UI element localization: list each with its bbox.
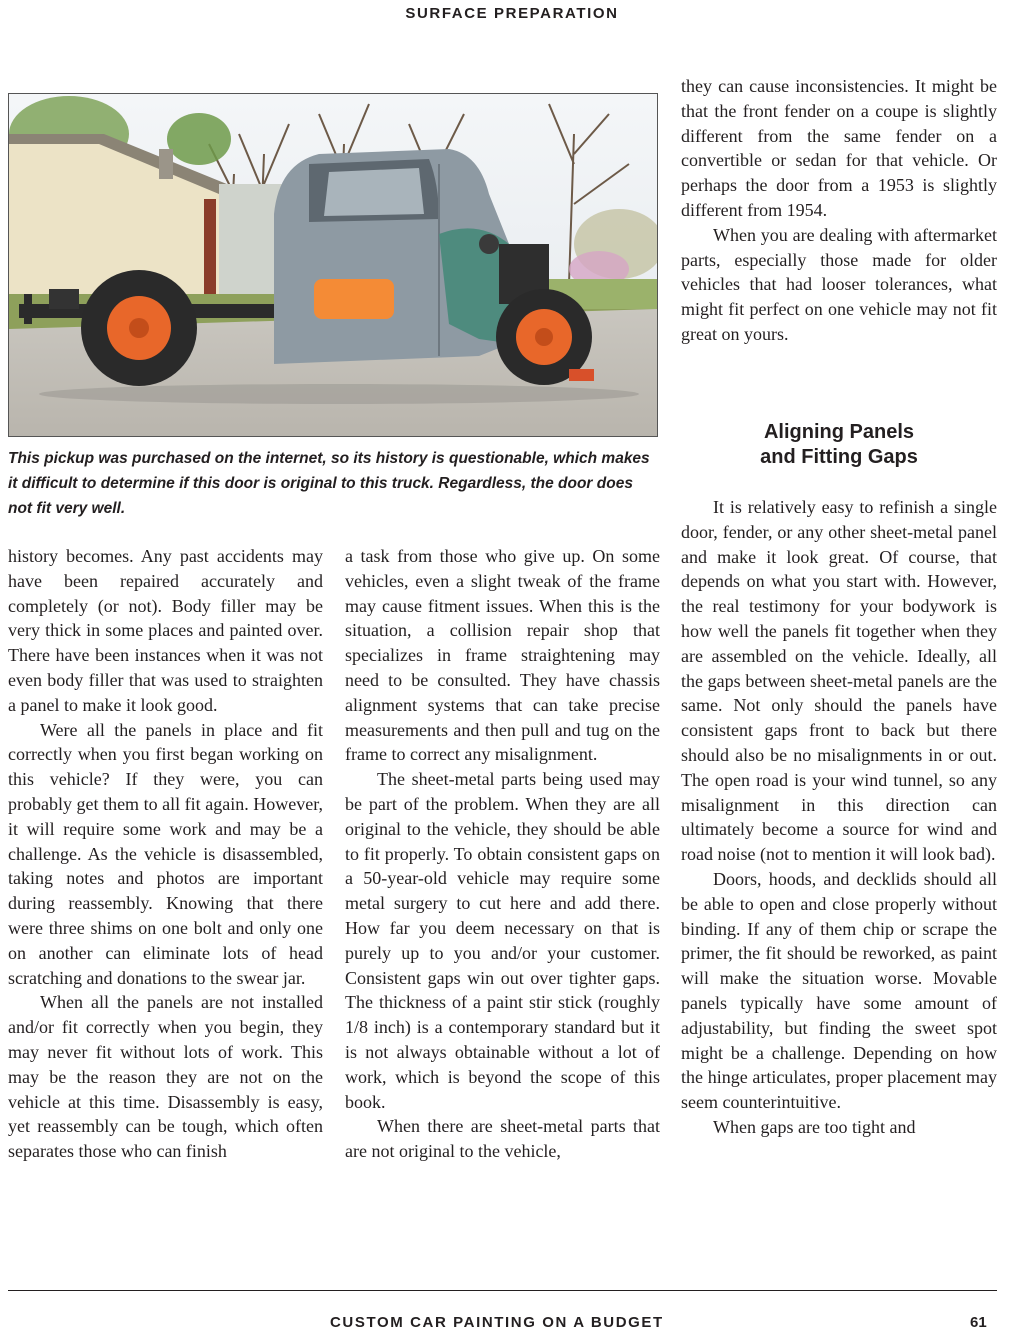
- truck-photo: [8, 93, 658, 437]
- col3-paragraph-1: they can cause inconsistencies. It might be that the front fender on a coupe is slightly different from the same fender on a convertible or sedan for that vehicle. Or perhaps the door from a 1953 is slightly different from 1954.: [681, 76, 997, 220]
- footer-rule: [8, 1290, 997, 1291]
- column-3-bottom: [681, 495, 997, 1140]
- photo-caption: [8, 446, 660, 521]
- col3-paragraph-3: It is relatively easy to refinish a single door, fender, or any other sheet-metal panel and make it look great. Of course, that depends on what you start with. However, the real testimony for your bodywork is how well the panels fit together when they are assembled on the vehicle. Ideally, all the gaps between sheet-metal panels are the same. Not only should the panels have consistent gaps front to back but there should also be no misalignments in or out. The open road is your wind tunnel, so any misalignment in this direction can ultimately become a source for wind and road noise (not to mention it will look bad).: [681, 497, 997, 865]
- section-heading: [681, 420, 997, 470]
- col2-paragraph-3: When there are sheet-metal parts that are not original to the vehicle,: [345, 1116, 660, 1162]
- col2-paragraph-1: a task from those who give up. On some vehicles, even a slight tweak of the frame may cause fitment issues. When this is the situation, a collision repair shop that specializes in frame straightening may need to be consulted. They have chassis alignment systems that can take precise measurements and then pull and tug on the frame to correct any misalignment.: [345, 546, 660, 765]
- col2-paragraph-2: The sheet-metal parts being used may be part of the problem. When they are all original to the vehicle, they should be able to fit properly. To obtain consistent gaps on a 50-year-old vehicle may require some metal surgery to cut here and add there. How far you deem necessary on that is purely up to you and/or your customer. Consistent gaps win out over tighter gaps. The thickness of a paint stir stick (roughly 1/8 inch) is a contemporary standard but it is not always obtainable without a lot of work, which is beyond the scope of this book.: [345, 769, 660, 1112]
- caption-text: This pickup was purchased on the internet, so its history is questionable, which makes it difficult to determine if this door is original to this truck. Regardless, the door does not fit very well.: [8, 450, 650, 517]
- col3-paragraph-2: When you are dealing with aftermarket parts, especially those made for older vehicles that had looser tolerances, what might fit perfect on one vehicle may not fit great on yours.: [681, 224, 997, 344]
- col1-paragraph-1: history becomes. Any past accidents may have been repaired accurately and completely (or not). Body filler may be very thick in some places and painted over. There have been instances when it was not even body filler that was used to straighten a panel to make it look good.: [8, 546, 323, 715]
- col3-paragraph-5: When gaps are too tight and: [713, 1116, 916, 1137]
- column-2: [345, 544, 660, 1164]
- column-3-top: [681, 74, 997, 347]
- running-header: SURFACE PREPARATION: [405, 5, 619, 22]
- footer-book-title: CUSTOM CAR PAINTING ON A BUDGET: [330, 1314, 664, 1331]
- col1-paragraph-3: When all the panels are not installed and/or fit correctly when you begin, they may never fit without lots of work. This may be the reason they are not on the vehicle at this time. Disassembly is easy, yet reassembly can be tough, which often separates those who can finish: [8, 992, 323, 1162]
- col3-paragraph-4: Doors, hoods, and decklids should all be able to open and close properly without binding. If any of them chip or scrape the primer, the fit should be reworked, as paint will make the situation worse. Movable panels typically have some amount of adjustability, but finding the sweet spot might be a challenge. Depending on how the hinge articulates, proper placement may seem counterintuitive.: [681, 868, 997, 1113]
- col1-paragraph-2: Were all the panels in place and fit correctly when you first began working on this vehicle? If they were, you can probably get them to all fit again. However, it will require some work and may be a challenge. As the vehicle is disassembled, taking notes and photos are important during reassembly. Knowing that there were three shims on one bolt and only one on another can eliminate lots of head scratching and donations to the swear jar.: [8, 719, 323, 988]
- heading-line-2: and Fitting Gaps: [760, 446, 918, 468]
- page-number: 61: [970, 1314, 987, 1331]
- column-1: [8, 544, 323, 1164]
- heading-line-1: Aligning Panels: [763, 421, 915, 443]
